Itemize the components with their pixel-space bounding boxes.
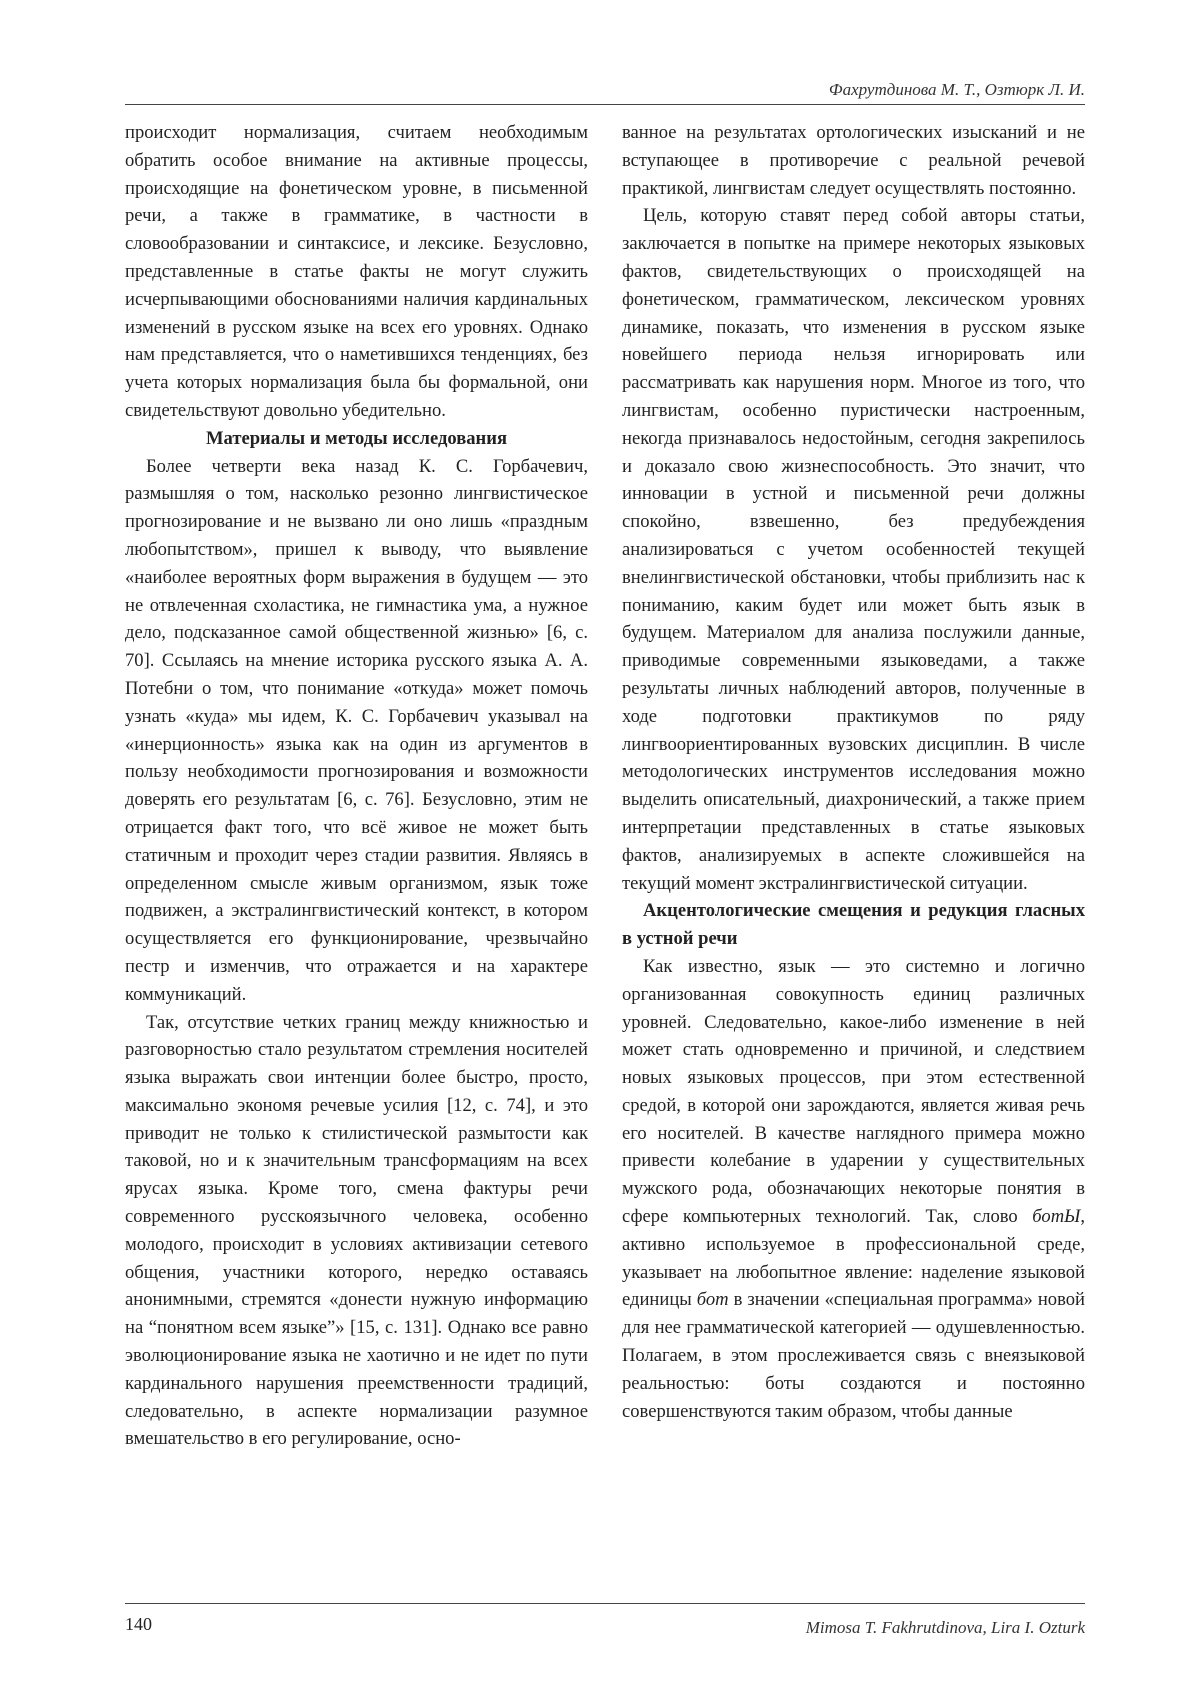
paragraph-text: в значении «специальная программа» новой для нее грамматической категорией — одушевленностью. Полагаем, в этом прослеживается связь с внеязыковой реальностью: боты создаются и постоянно совершенствуются таким образом, чтобы данные bbox=[622, 1289, 1085, 1422]
term-bot: бот bbox=[696, 1289, 729, 1311]
right-paragraph-2: Цель, которую ставят перед собой авторы статьи, заключается в попытке на примере некоторых языковых фактов, свидетельствующих о происходящей на фонетическом, грамматическом, лексическом уровнях динамике, показать, что изменения в русском языке новейшего периода нельзя игнорировать или рассматривать как нарушения норм. Многое из того, что лингвистам, особенно пуристически настроенным, некогда признавалось недостойным, сегодня закрепилось и доказало свою жизнеспособность. Это значит, что инновации в устной и письменной речи должны спокойно, взвешенно, без предубеждения анализироваться с учетом особенностей текущей внелингвистической обстановки, чтобы приблизить нас к пониманию, каким будет или может быть язык в будущем. Материалом для анализа послужили данные, приводимые современными языковедами, а также результаты личных наблюдений авторов, полученные в ходе подготовки практикумов по ряду лингвоориентированных вузовских дисциплин. В числе методологических инструментов исследования можно выделить описательный, диахронический, а также прием интерпретации представленных в статье языковых фактов, анализируемых в аспекте сложившейся на текущий момент экстралингвистической ситуации. bbox=[622, 205, 1085, 894]
right-column bbox=[622, 119, 1085, 1425]
right-paragraph-3 bbox=[622, 953, 1085, 1426]
term-boty: ботЫ bbox=[1032, 1206, 1081, 1228]
header-rule bbox=[125, 104, 1085, 105]
footer-rule bbox=[125, 1603, 1085, 1604]
page-number: 140 bbox=[125, 1614, 152, 1634]
paragraph-text: Как известно, язык — это системно и логично организованная совокупность единиц различных уровней. Следовательно, какое-либо изменение в ней может стать одновременно и причиной, и следствием новых языковых процессов, при этом естественной средой, в которой они зарождаются, является живая речь его носителей. В качестве наглядного примера можно привести колебание в ударении у существительных мужского рода, обозначающих некоторые понятия в сфере компьютерных технологий. Так, слово bbox=[622, 955, 1085, 1228]
section-heading-accent: Акцентологические смещения и редукция гласных в устной речи bbox=[622, 900, 1085, 950]
running-head-authors: Фахрутдинова М. Т., Озтюрк Л. И. bbox=[828, 80, 1085, 99]
left-column bbox=[125, 119, 588, 1453]
paragraph-text: , активно используемое в профессиональной среде, указывает на любопытное явление: наделение языковой единицы bbox=[622, 1206, 1085, 1311]
section-heading-materials: Материалы и методы исследования bbox=[205, 427, 508, 449]
right-paragraph-1: ванное на результатах ортологических изысканий и не вступающее в противоречие с реальной речевой практикой, лингвистам следует осуществлять постоянно. bbox=[622, 122, 1085, 199]
left-paragraph-2: Более четверти века назад К. С. Горбачевич, размышляя о том, насколько резонно лингвистическое прогнозирование и не вызвано ли оно лишь «праздным любопытством», пришел к выводу, что выявление «наиболее вероятных форм выражения в будущем — это не отвлеченная схоластика, не гимнастика ума, а нужное дело, подсказанное самой общественной жизнью» [6, с. 70]. Ссылаясь на мнение историка русского языка А. А. Потебни о том, что понимание «откуда» может помочь узнать «куда» мы идем, К. С. Горбачевич указывал на «инерционность» языка как на один из аргументов в пользу необходимости прогнозирования и возможности доверять его результатам [6, с. 76]. Безусловно, этим не отрицается факт того, что всё живое не может быть статичным и проходит через стадии развития. Являясь в определенном смысле живым организмом, язык тоже подвижен, а экстралингвистический контекст, в котором осуществляется его функционирование, чрезвычайно пестр и изменчив, что отражается и на характере коммуникаций. bbox=[125, 455, 588, 1005]
left-paragraph-3: Так, отсутствие четких границ между книжностью и разговорностью стало результатом стремления носителей языка выражать свои интенции более быстро, просто, максимально экономя речевые усилия [12, с. 74], и это приводит не только к стилистической размытости как таковой, но и к значительным трансформациям на всех ярусах языка. Кроме того, смена фактуры речи современного русскоязычного человека, особенно молодого, происходит в условиях активизации сетевого общения, участники которого, нередко оставаясь анонимными, стремятся «донести нужную информацию на “понятном всем языке”» [15, с. 131]. Однако все равно эволюционирование языка не хаотично и не идет по пути кардинального нарушения преемственности традиций, следовательно, в аспекте нормализации разумное вмешательство в его регулирование, осно- bbox=[125, 1011, 588, 1450]
left-paragraph-1: происходит нормализация, считаем необходимым обратить особое внимание на активные процессы, происходящие на фонетическом уровне, в письменной речи, а также в грамматике, в частности в словообразовании и синтаксисе, и лексике. Безусловно, представленные в статье факты не могут служить исчерпывающими обоснованиями наличия кардинальных изменений в русском языке на всех его уровнях. Однако нам представляется, что о наметившихся тенденциях, без учета которых нормализация была бы формальной, они свидетельствуют довольно убедительно. bbox=[125, 122, 588, 421]
footer-authors: Mimosa T. Fakhrutdinova, Lira I. Ozturk bbox=[805, 1618, 1085, 1637]
